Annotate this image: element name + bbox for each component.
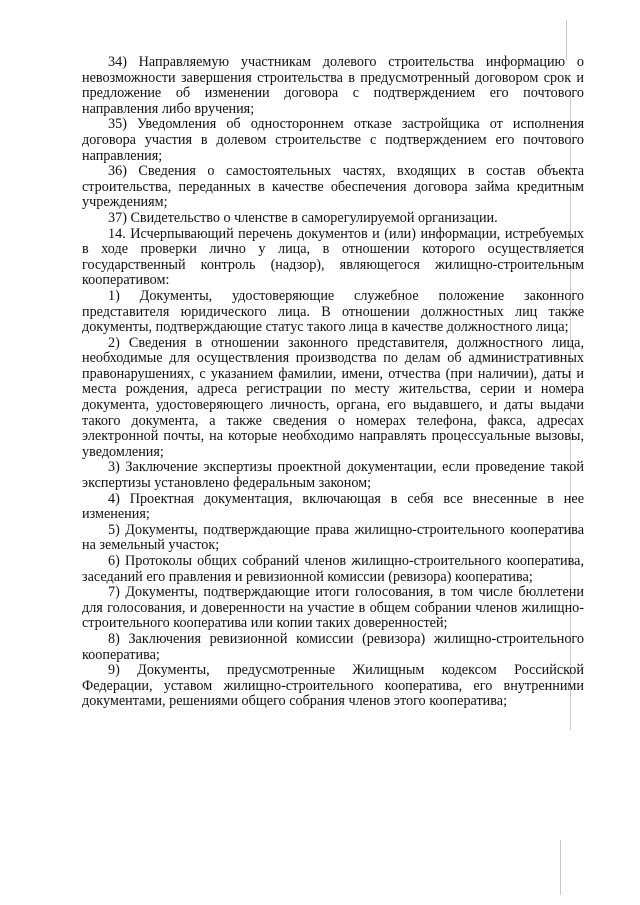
section-14-item-2: 2) Сведения в отношении законного представителя, должностного лица, необходимые для осуществления производства по делам об административных правонарушениях, с указанием фамилии, имени, отчества (при наличии), даты и места рождения, адреса регистрации по месту жительства, серии и номера документа, удостоверяющего личность, органа, его выдавшего, и даты выдачи такого документа, а также сведения о номерах телефона, факса, адресах электронной почты, на которые необходимо направлять процессуальные вызовы, уведомления; — [82, 334, 584, 460]
section-14-item-5: 5) Документы, подтверждающие права жилищно-строительного кооператива на земельный участок; — [82, 521, 584, 554]
list-item-36: 36) Сведения о самостоятельных частях, входящих в состав объекта строительства, переданных в качестве обеспечения договора займа кредитным учреждениям; — [82, 163, 584, 211]
section-14-item-3: 3) Заключение экспертизы проектной документации, если проведение такой экспертизы установлено федеральным законом; — [82, 459, 584, 492]
section-14-item-8: 8) Заключения ревизионной комиссии (ревизора) жилищно-строительного кооператива; — [82, 630, 584, 663]
section-14-item-9: 9) Документы, предусмотренные Жилищным кодексом Российской Федерации, уставом жилищно-строительного кооператива, его внутренними документами, решениями общего собрания членов этого кооператива; — [82, 662, 584, 710]
list-item-35: 35) Уведомления об одностороннем отказе застройщика от исполнения договора участия в долевом строительстве с подтверждением его почтового направления; — [82, 116, 584, 164]
section-14-item-7: 7) Документы, подтверждающие итоги голосования, в том числе бюллетени для голосования, и доверенности на участие в общем собрании членов жилищно-строительного кооператива или копии таких доверенностей; — [82, 584, 584, 632]
list-item-37: 37) Свидетельство о членстве в саморегулируемой организации. — [108, 209, 498, 226]
list-item-34: 34) Направляемую участникам долевого строительства информацию о невозможности завершения строительства в предусмотренный договором срок и предложение об изменении договора с подтверждением его почтового направления либо вручения; — [82, 54, 584, 117]
scan-artifact-line — [560, 840, 561, 895]
section-14-item-1: 1) Документы, удостоверяющие служебное положение законного представителя юридического лица. В отношении должностных лиц также документы, подтверждающие статус такого лица в качестве должностного лица; — [82, 287, 584, 336]
document-body — [82, 55, 584, 710]
section-14-item-6: 6) Протоколы общих собраний членов жилищно-строительного кооператива, заседаний его правления и ревизионной комиссии (ревизора) кооператива; — [82, 553, 584, 585]
section-14-heading: 14. Исчерпывающий перечень документов и (или) информации, истребуемых в ходе проверки лично у лица, в отношении которого осуществляется государственный контроль (надзор), являющегося жилищно-строительным кооперативом: — [82, 225, 584, 289]
section-14-item-4: 4) Проектная документация, включающая в себя все внесенные в нее изменения; — [82, 490, 584, 523]
